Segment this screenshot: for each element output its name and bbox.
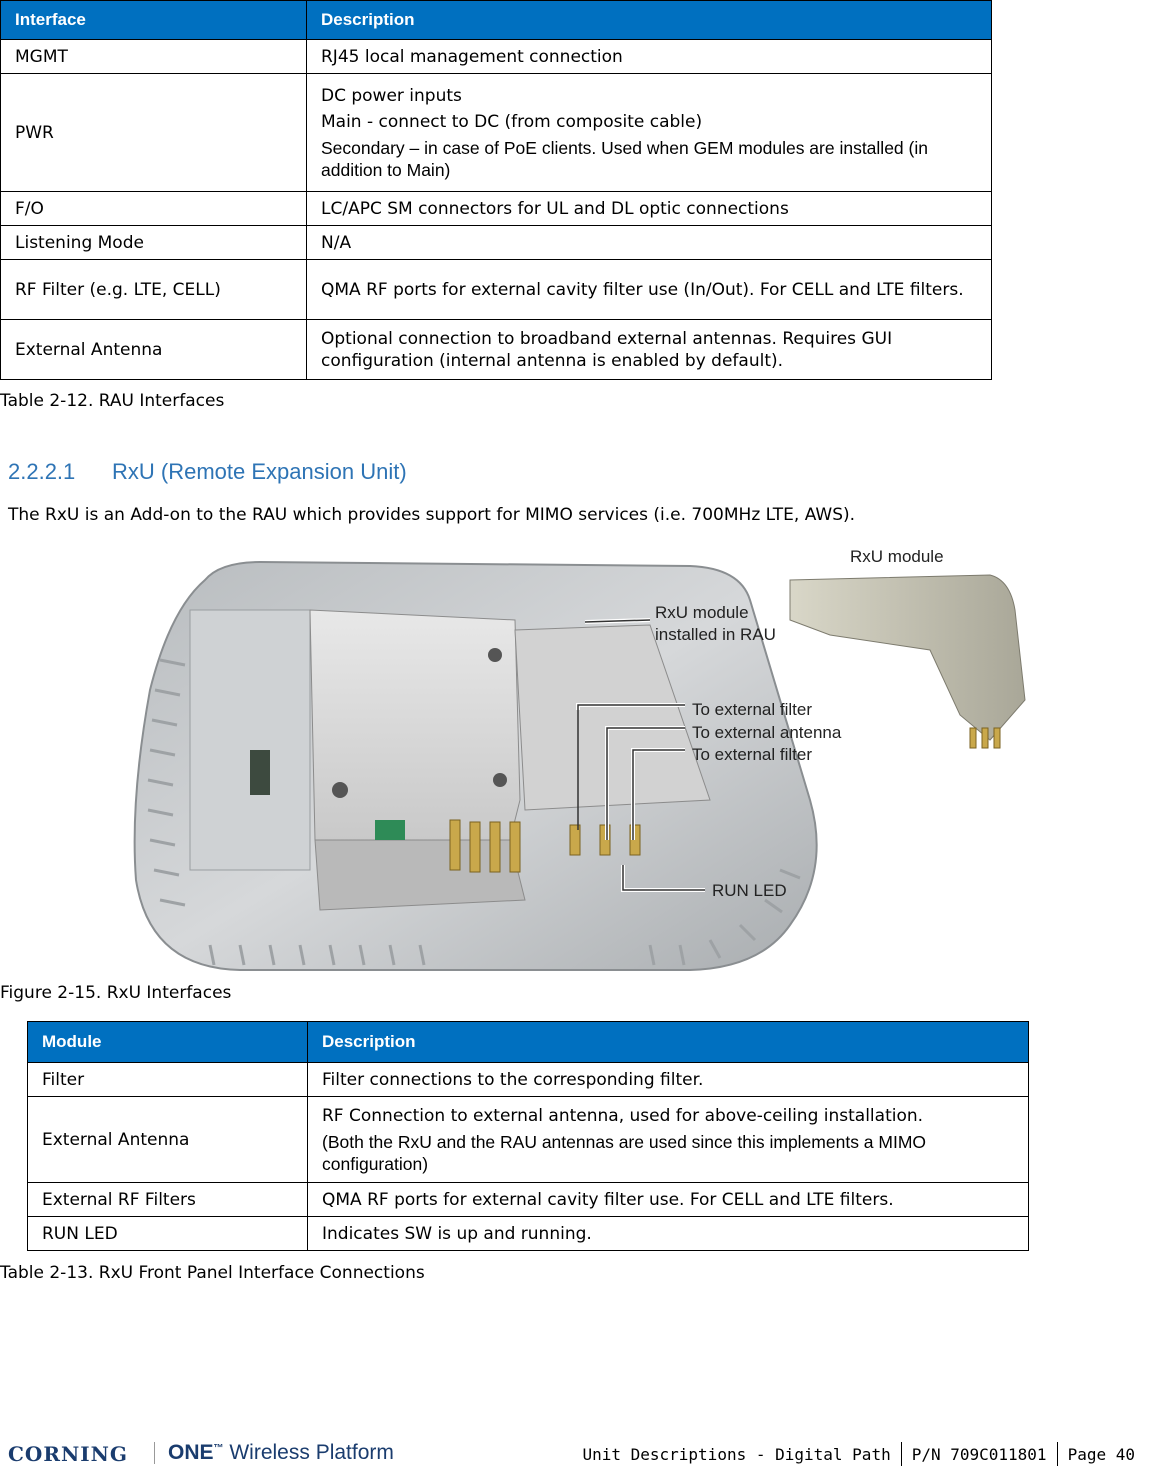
label-filter-a: To external filter — [692, 700, 812, 719]
screw — [332, 782, 348, 798]
description-cell: N/A — [307, 226, 992, 260]
description-line: RF Connection to external antenna, used for above-ceiling installation. — [322, 1105, 924, 1126]
rxu-module — [790, 575, 1025, 740]
description-cell: RJ45 local management connection — [307, 40, 992, 74]
screw — [488, 648, 502, 662]
page-footer — [0, 1436, 1153, 1468]
logo-tm: ™ — [213, 1443, 224, 1454]
column-header: Description — [308, 1022, 1029, 1063]
description-cell: Indicates SW is up and running. — [308, 1217, 1029, 1251]
description-line: (Both the RxU and the RAU antennas are used since this implements a MIMO configuration) — [322, 1131, 927, 1174]
column-header: Interface — [1, 1, 307, 40]
description-cell — [307, 74, 992, 192]
module-cell: External Antenna — [28, 1097, 308, 1183]
table-row — [1, 260, 992, 320]
label-rxu-installed-2: installed in RAU — [655, 625, 776, 644]
label-rxu-installed-1: RxU module — [655, 603, 749, 622]
main-plate — [310, 610, 520, 840]
corning-logo: CORNING — [8, 1442, 128, 1466]
footer-part-number: P/N 709C011801 — [911, 1444, 1047, 1464]
interface-cell: F/O — [1, 192, 307, 226]
table-row — [28, 1063, 1029, 1097]
one-wireless-logo — [168, 1441, 394, 1465]
table-row — [1, 320, 992, 380]
figure-caption: Figure 2-15. RxU Interfaces — [0, 983, 232, 1003]
logo-one-text: ONE — [168, 1441, 214, 1464]
logo-divider — [154, 1442, 155, 1464]
description-cell: Filter connections to the corresponding filter. — [308, 1063, 1029, 1097]
interface-cell: Listening Mode — [1, 226, 307, 260]
interface-cell: PWR — [1, 74, 307, 192]
logo-rest-text: Wireless Platform — [223, 1441, 394, 1464]
description-line: DC power inputs — [321, 85, 462, 106]
rxu-module-connectors — [970, 728, 1000, 748]
table-row — [1, 192, 992, 226]
table-row — [1, 40, 992, 74]
interface-cell: External Antenna — [1, 320, 307, 380]
module-cell: External RF Filters — [28, 1183, 308, 1217]
left-panel — [190, 610, 310, 870]
section-intro: The RxU is an Add-on to the RAU which provides support for MIMO services (i.e. 700MHz LTE, AWS). — [8, 505, 856, 525]
description-cell: LC/APC SM connectors for UL and DL optic connections — [307, 192, 992, 226]
column-header: Description — [307, 1, 992, 40]
footer-info — [572, 1442, 1145, 1466]
description-line: Main - connect to DC (from composite cable) — [321, 111, 703, 132]
interface-cell: MGMT — [1, 40, 307, 74]
column-header: Module — [28, 1022, 308, 1063]
description-cell: Optional connection to broadband external antennas. Requires GUI configuration (internal antenna is enabled by default). — [307, 320, 992, 380]
table-caption: Table 2-13. RxU Front Panel Interface Connections — [0, 1263, 425, 1283]
label-run-led: RUN LED — [712, 881, 787, 900]
label-antenna: To external antenna — [692, 723, 842, 742]
label-rxu-module: RxU module — [850, 547, 944, 566]
description-cell — [308, 1097, 1029, 1183]
rau-interfaces-table — [0, 0, 992, 380]
table-row — [28, 1183, 1029, 1217]
table-row — [28, 1217, 1029, 1251]
table-header-row — [1, 1, 992, 40]
module-cell: Filter — [28, 1063, 308, 1097]
screw — [493, 773, 507, 787]
green-connector — [375, 820, 405, 840]
left-connector — [250, 750, 270, 795]
description-cell: QMA RF ports for external cavity filter use. For CELL and LTE filters. — [308, 1183, 1029, 1217]
description-line: Secondary – in case of PoE clients. Used when GEM modules are installed (in addition to Main) — [321, 137, 928, 180]
description-cell: QMA RF ports for external cavity filter use (In/Out). For CELL and LTE filters. — [307, 260, 992, 320]
table-caption: Table 2-12. RAU Interfaces — [0, 391, 225, 411]
rxu-front-panel-table — [27, 1021, 1029, 1251]
rxu-interfaces-figure — [130, 540, 1035, 972]
table-header-row — [28, 1022, 1029, 1063]
section-heading — [8, 459, 407, 485]
section-title: RxU (Remote Expansion Unit) — [112, 459, 407, 484]
table-row — [1, 74, 992, 192]
label-filter-b: To external filter — [692, 745, 812, 764]
table-row — [28, 1097, 1029, 1183]
table-row — [1, 226, 992, 260]
footer-section: Unit Descriptions - Digital Path — [582, 1444, 891, 1464]
interface-cell: RF Filter (e.g. LTE, CELL) — [1, 260, 307, 320]
footer-page-number: Page 40 — [1067, 1444, 1135, 1464]
module-cell: RUN LED — [28, 1217, 308, 1251]
section-number: 2.2.2.1 — [8, 459, 76, 484]
